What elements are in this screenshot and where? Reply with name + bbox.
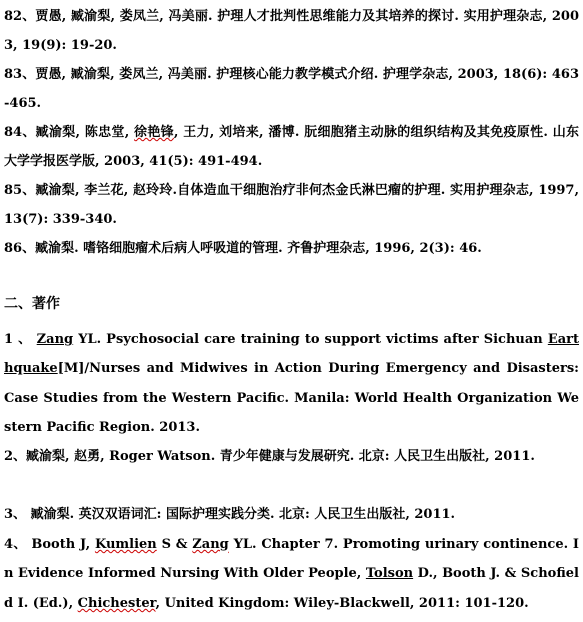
section-title: 二、著作 [4, 296, 60, 312]
paper-entry-84 [4, 118, 579, 177]
paper-entry-text: 86、臧渝梨. 嗜铬细胞瘤术后病人呼吸道的管理. 齐鲁护理杂志, 1996, 2(3): 46. [4, 241, 482, 256]
underlined-word: Earthquake [4, 332, 579, 377]
book-entry-1 [4, 325, 579, 443]
paper-entry-83 [4, 60, 579, 119]
spellcheck-word: Chichester [77, 595, 156, 611]
book-entry-text: YL. Chapter 7. Promoting urinary continence. In Evidence Informed Nursing With Older People, [4, 537, 579, 582]
paper-entry-text: 84、臧渝梨, 陈忠堂, [4, 125, 135, 140]
underlined-word: Zang [36, 332, 74, 347]
book-entry-text: 3、 臧渝梨. 英汉双语词汇: 国际护理实践分类. 北京: 人民卫生出版社, 2011. [4, 507, 456, 522]
book-entry-3 [4, 500, 579, 529]
paper-entry-text: 85、臧渝梨, 李兰花, 赵玲玲.自体造血干细胞治疗非何杰金氏淋巴瘤的护理. 实用护理杂志, 1997, 13(7): 339-340. [4, 183, 579, 228]
spellcheck-word: Kumlien [94, 537, 157, 552]
spellcheck-word: Zang [192, 537, 229, 552]
paper-entry-text: 83、贾愚, 臧渝梨, 娄凤兰, 冯美丽. 护理核心能力教学模式介绍. 护理学杂志, 2003, 18(6): 463-465. [4, 67, 579, 112]
book-entry-text: [M]/Nurses and Midwives in Action During Emergency and Disasters: Case Studies from the Western Pacific. Manila: World Health Organization Western Pacific Region. 2013. [4, 361, 579, 436]
spellcheck-word: 徐艳锋 [134, 125, 174, 140]
book-entry-4 [4, 530, 579, 618]
book-entry-text: YL. Psychosocial care training to support victims after Sichuan [73, 332, 548, 347]
book-entry-text: , United Kingdom: Wiley-Blackwell, 2011: 101-120. [155, 595, 529, 611]
book-entry-text: S & [156, 537, 193, 552]
book-entry-text: 2、臧渝梨, 赵勇, Roger Watson. 青少年健康与发展研究. 北京: 人民卫生出版社, 2011. [4, 449, 535, 464]
paper-entry-85 [4, 176, 579, 235]
paper-entry-text: 82、贾愚, 臧渝梨, 娄凤兰, 冯美丽. 护理人才批判性思维能力及其培养的探讨. 实用护理杂志, 2003, 19(9): 19-20. [4, 9, 579, 54]
book-entry-text: 1 、 [4, 332, 37, 347]
paper-entry-text: , 王力, 刘培来, 潘博. 朊细胞猪主动脉的组织结构及其免疫原性. 山东大学学报医学版, 2003, 41(5): 491-494. [4, 125, 579, 170]
book-entry-2 [4, 442, 579, 471]
book-entry-text: D., Booth J. & Schofield I. (Ed.), [4, 566, 579, 611]
book-entry-text: 4、 Booth J, [4, 537, 95, 552]
underlined-word: Tolson [365, 566, 414, 582]
paper-entry-82 [4, 2, 579, 61]
paper-entry-86 [4, 234, 579, 263]
